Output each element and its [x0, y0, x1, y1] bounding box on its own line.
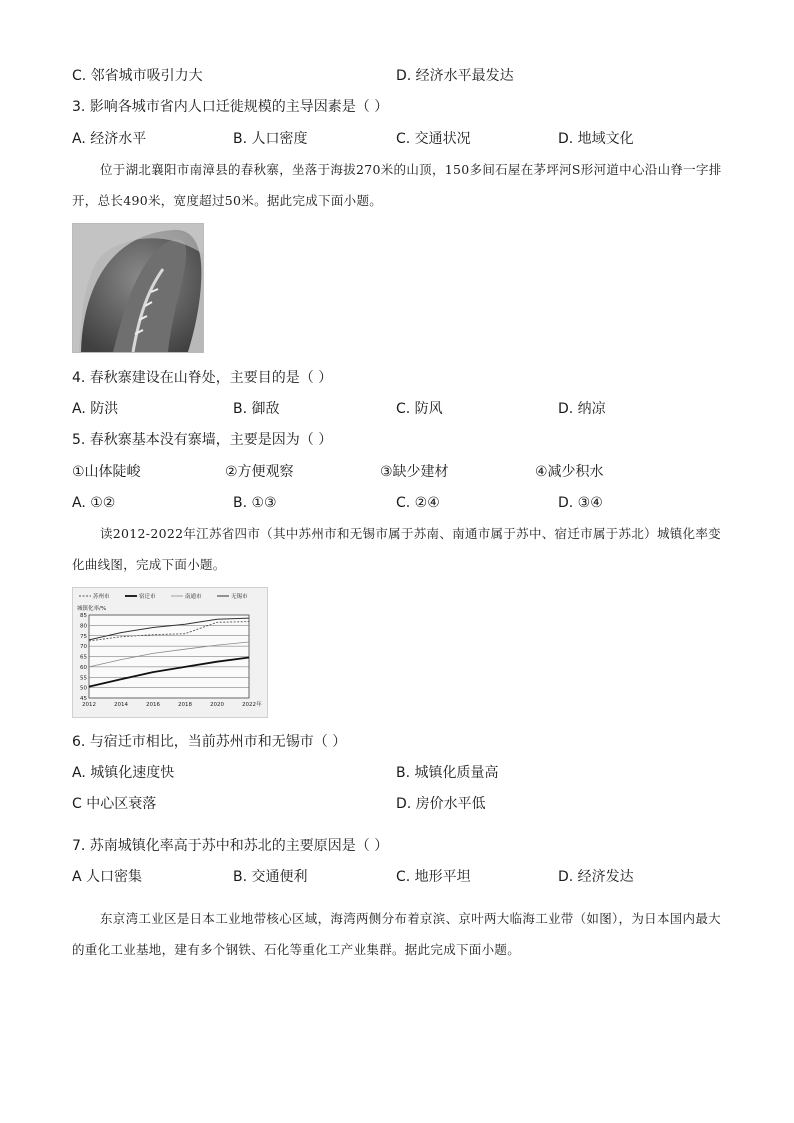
- y-tick-label-55: 55: [80, 675, 87, 682]
- q4-option-b: B. 御敌: [233, 401, 280, 417]
- q3-option-d: D. 地域文化: [558, 131, 634, 147]
- q3-option-b: B. 人口密度: [233, 131, 308, 147]
- passage-tokyo-bay: [72, 903, 722, 965]
- q5-statement-3: ③缺少建材: [380, 464, 449, 480]
- passage-chunqiuzhai-text: 位于湖北襄阳市南漳县的春秋寨，坐落于海拔270米的山顶，150多间石屋在茅坪河S形河道中心沿山脊一字排开，总长490米，宽度超过50米。据此完成下面小题。: [72, 162, 722, 208]
- y-axis-label: 城镇化率/%: [77, 606, 107, 612]
- x-unit-label: 年: [256, 702, 262, 708]
- q5-option-d: D. ③④: [558, 495, 603, 511]
- q4-option-c: C. 防风: [396, 401, 443, 417]
- urbanization-chart: [72, 587, 268, 718]
- y-tick-label-45: 45: [80, 696, 87, 702]
- q6-option-a: A. 城镇化速度快: [72, 765, 175, 781]
- q5-option-b: B. ①③: [233, 495, 277, 511]
- q7-option-b: B. 交通便利: [233, 869, 308, 885]
- passage-chunqiuzhai: [72, 154, 722, 216]
- q3-option-a: A. 经济水平: [72, 131, 147, 147]
- q7-option-d: D. 经济发达: [558, 869, 634, 885]
- passage-tokyo-bay-text: 东京湾工业区是日本工业地带核心区域，海湾两侧分布着京滨、京叶两大临海工业带（如图），为日本国内最大的重化工业基地，建有多个钢铁、石化等重化工产业集群。据此完成下面小题。: [72, 911, 721, 957]
- x-tick-label-2022: 2022: [242, 702, 256, 708]
- q6-stem: 6. 与宿迁市相比，当前苏州市和无锡市（ ）: [72, 734, 347, 750]
- q4-option-a: A. 防洪: [72, 401, 119, 417]
- chunqiuzhai-photo: [72, 223, 204, 353]
- q5-option-c: C. ②④: [396, 495, 440, 511]
- x-tick-label-2016: 2016: [146, 702, 160, 708]
- passage-jiangsu: [72, 518, 722, 580]
- q3-stem: 3. 影响各城市省内人口迁徙规模的主导因素是（ ）: [72, 99, 389, 115]
- q6-option-b: B. 城镇化质量高: [396, 765, 499, 781]
- x-tick-label-2014: 2014: [114, 702, 128, 708]
- q6-option-d: D. 房价水平低: [396, 796, 486, 812]
- y-tick-label-85: 85: [80, 613, 87, 619]
- y-tick-label-80: 80: [80, 623, 87, 630]
- y-tick-label-75: 75: [80, 633, 87, 640]
- passage-jiangsu-text: 读2012-2022年江苏省四市（其中苏州市和无锡市属于苏南、南通市属于苏中、宿迁市属于苏北）城镇化率变化曲线图，完成下面小题。: [72, 526, 721, 572]
- q5-stem: 5. 春秋寨基本没有寨墙，主要是因为（ ）: [72, 432, 333, 448]
- urbanization-chart-svg: [73, 588, 267, 717]
- x-tick-label-2012: 2012: [82, 702, 96, 708]
- q5-statement-1: ①山体陡峻: [72, 464, 141, 480]
- q3-option-c: C. 交通状况: [396, 131, 471, 147]
- q4-option-d: D. 纳凉: [558, 401, 606, 417]
- y-tick-label-60: 60: [80, 664, 87, 671]
- legend-label-0: 苏州市: [93, 594, 110, 600]
- y-tick-label-70: 70: [80, 644, 87, 651]
- legend-label-3: 无锡市: [231, 594, 248, 600]
- q2-option-d: D. 经济水平最发达: [396, 68, 514, 84]
- q5-statement-4: ④减少积水: [535, 464, 604, 480]
- x-tick-label-2018: 2018: [178, 702, 192, 708]
- legend-label-2: 南通市: [185, 594, 202, 600]
- q7-option-a: A 人口密集: [72, 869, 143, 885]
- q5-statement-2: ②方便观察: [225, 464, 294, 480]
- y-tick-label-65: 65: [80, 654, 87, 661]
- q7-stem: 7. 苏南城镇化率高于苏中和苏北的主要原因是（ ）: [72, 838, 389, 854]
- y-tick-label-50: 50: [80, 685, 87, 692]
- legend-label-1: 宿迁市: [139, 594, 156, 600]
- q4-stem: 4. 春秋寨建设在山脊处，主要目的是（ ）: [72, 370, 333, 386]
- x-tick-label-2020: 2020: [210, 702, 224, 708]
- q7-option-c: C. 地形平坦: [396, 869, 471, 885]
- q2-option-c: C. 邻省城市吸引力大: [72, 68, 203, 84]
- q6-option-c: C 中心区衰落: [72, 796, 157, 812]
- q5-option-a: A. ①②: [72, 495, 116, 511]
